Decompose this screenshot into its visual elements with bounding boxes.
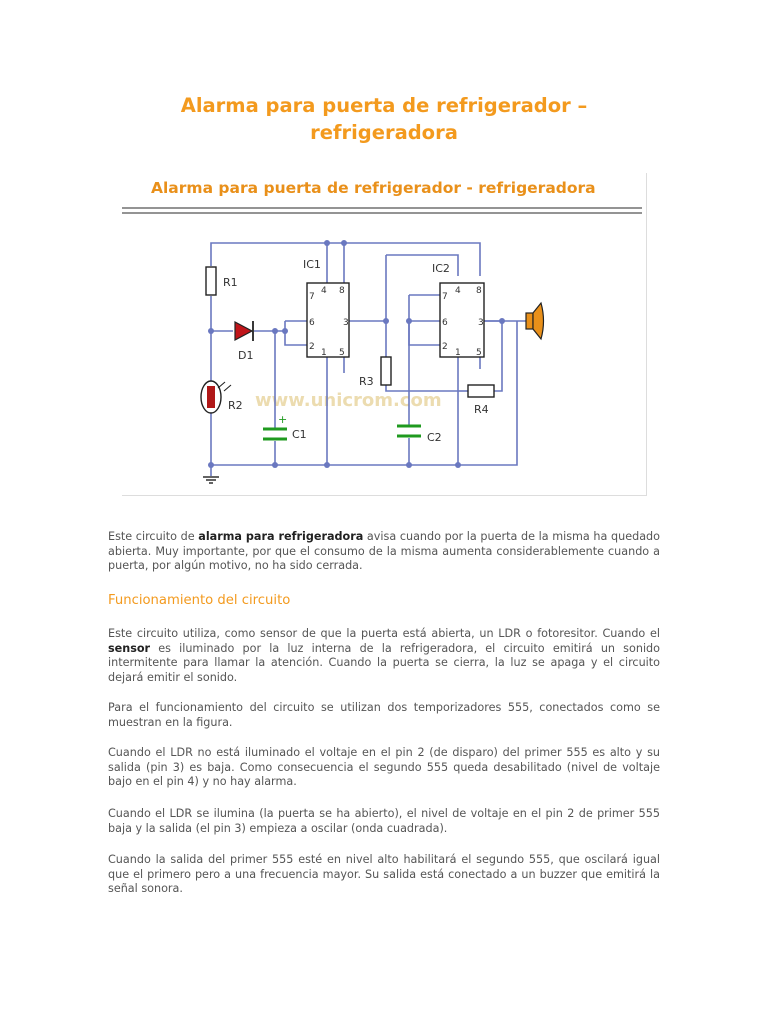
svg-text:7: 7 bbox=[442, 292, 448, 302]
figure-watermark: www.unicrom.com bbox=[255, 390, 442, 411]
circuit-wires bbox=[211, 243, 532, 476]
label-c2: C2 bbox=[427, 431, 442, 444]
label-ic2: IC2 bbox=[432, 262, 450, 275]
section-title: Funcionamiento del circuito bbox=[108, 593, 291, 608]
svg-text:5: 5 bbox=[476, 348, 482, 358]
buzzer bbox=[526, 303, 544, 339]
label-r2: R2 bbox=[228, 399, 243, 412]
svg-text:6: 6 bbox=[309, 318, 315, 328]
paragraph-ldr-dark: Cuando el LDR no está iluminado el voltaje en el pin 2 (de disparo) del primer 555 es alto y su salida (pin 3) es baja. Como consecuencia el segundo 555 queda desabilitado (nivel de voltaje bajo en el pin 4) y no hay alarma. bbox=[108, 746, 660, 789]
svg-text:1: 1 bbox=[455, 348, 461, 358]
svg-text:8: 8 bbox=[476, 286, 482, 296]
svg-text:4: 4 bbox=[321, 286, 327, 296]
circuit-schematic bbox=[122, 173, 646, 495]
ground-symbol bbox=[203, 477, 219, 483]
svg-text:8: 8 bbox=[339, 286, 345, 296]
resistor-r4 bbox=[468, 385, 494, 397]
figure-heading: Alarma para puerta de refrigerador - refrigeradora bbox=[151, 179, 596, 197]
svg-text:4: 4 bbox=[455, 286, 461, 296]
paragraph-sensor: Este circuito utiliza, como sensor de que la puerta está abierta, un LDR o fotoresitor. Cuando el sensor es iluminado por la luz interna de la refrigeradora, el circuito emitirá un sonido intermitente para llamar la atención. Cuando la puerta se cierra, la luz se apaga y el circuito dejará emitir el sonido. bbox=[108, 627, 660, 684]
label-r4: R4 bbox=[474, 403, 489, 416]
label-r1: R1 bbox=[223, 276, 238, 289]
svg-text:5: 5 bbox=[339, 348, 345, 358]
diode-d1 bbox=[235, 321, 253, 341]
svg-text:6: 6 bbox=[442, 318, 448, 328]
page-title: Alarma para puerta de refrigerador – refrigeradora bbox=[180, 94, 588, 144]
label-ic1: IC1 bbox=[303, 258, 321, 271]
paragraph-second-555: Cuando la salida del primer 555 esté en nivel alto habilitará el segundo 555, que oscilará igual que el primero pero a una frecuencia mayor. Su salida está conectado a un buzzer que emitirá la señal sonora. bbox=[108, 853, 660, 896]
circuit-diagram bbox=[122, 173, 647, 496]
resistor-r3 bbox=[381, 357, 391, 385]
label-c1: C1 bbox=[292, 428, 307, 441]
label-r3: R3 bbox=[359, 375, 374, 388]
svg-text:2: 2 bbox=[442, 342, 448, 352]
capacitor-c1 bbox=[263, 429, 287, 439]
svg-text:2: 2 bbox=[309, 342, 315, 352]
capacitor-c2 bbox=[397, 426, 421, 436]
svg-text:3: 3 bbox=[343, 318, 349, 328]
svg-text:3: 3 bbox=[478, 318, 484, 328]
intro-bold-term: alarma para refrigeradora bbox=[198, 530, 364, 543]
label-c1-plus: + bbox=[278, 413, 288, 426]
svg-text:1: 1 bbox=[321, 348, 327, 358]
resistor-r1 bbox=[206, 267, 216, 295]
ldr-r2 bbox=[201, 381, 231, 413]
intro-paragraph: Este circuito de alarma para refrigeradora avisa cuando por la puerta de la misma ha quedado abierta. Muy importante, por que el consumo de la misma aumenta considerablemente cuando a puerta, por algún motivo, no ha sido cerrada. bbox=[108, 530, 660, 573]
sensor-bold-term: sensor bbox=[108, 641, 151, 655]
label-d1: D1 bbox=[238, 349, 254, 362]
paragraph-ldr-lit: Cuando el LDR se ilumina (la puerta se ha abierto), el nivel de voltaje en el pin 2 de primer 555 baja y la salida (el pin 3) empieza a oscilar (onda cuadrada). bbox=[108, 807, 660, 835]
svg-text:7: 7 bbox=[309, 292, 315, 302]
paragraph-timers: Para el funcionamiento del circuito se utilizan dos temporizadores 555, conectados como se muestran en la figura. bbox=[108, 701, 660, 729]
